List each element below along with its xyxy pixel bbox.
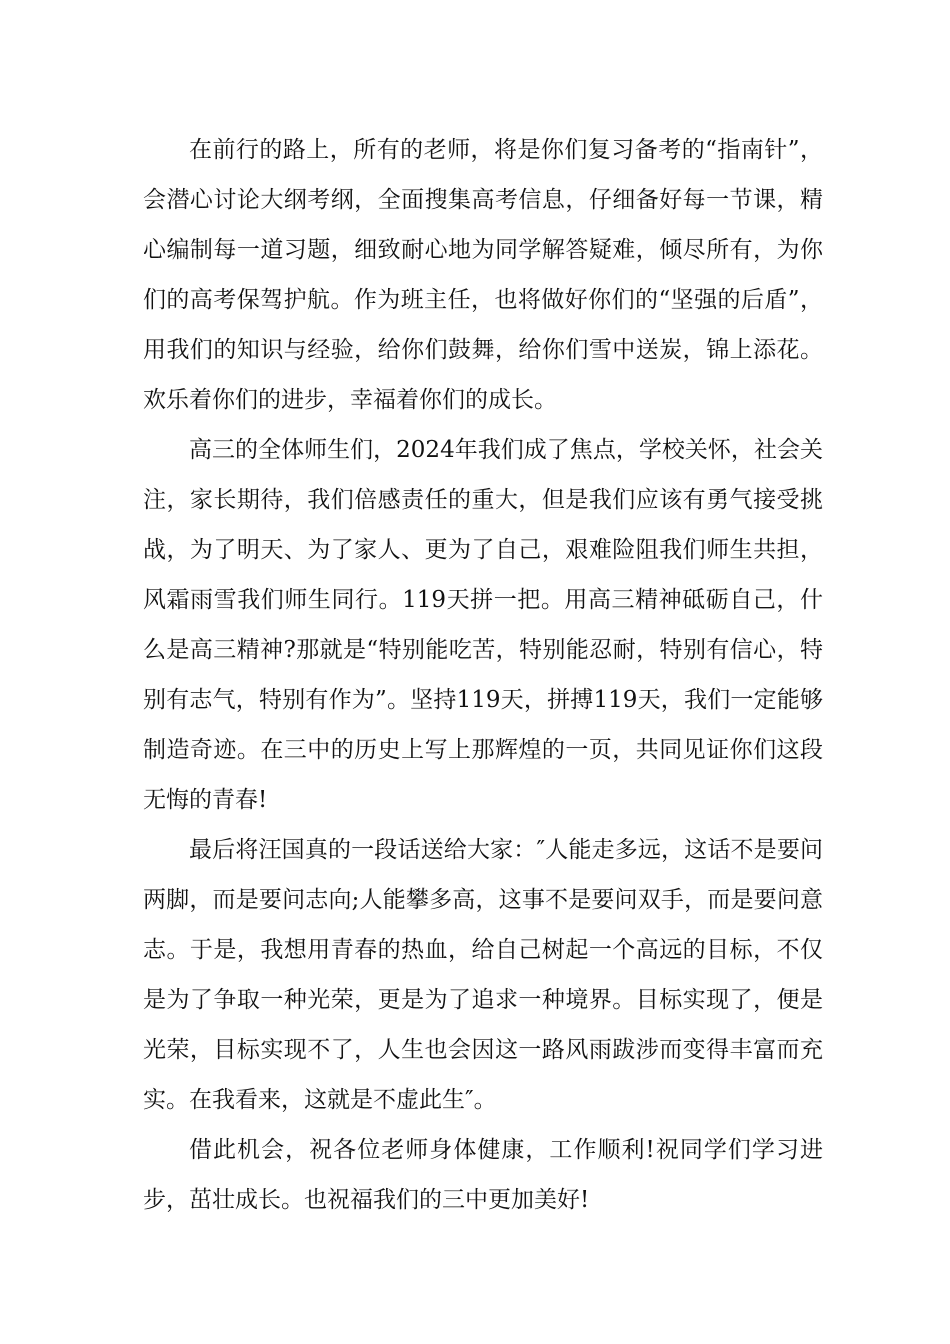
document-body [143,125,823,1225]
paragraph-4: 借此机会，祝各位老师身体健康，工作顺利!祝同学们学习进步，茁壮成长。也祝福我们的三中更加美好! [143,1137,823,1213]
paragraph-3: 最后将汪国真的一段话送给大家：″人能走多远，这话不是要问两脚，而是要问志向;人能攀多高，这事不是要问双手，而是要问意志。于是，我想用青春的热血，给自己树起一个高远的目标，不仅是为了争取一种光荣，更是为了追求一种境界。目标实现了，便是光荣，目标实现不了，人生也会因这一路风雨跋涉而变得丰富而充实。在我看来，这就是不虚此生″。 [143,837,823,1113]
paragraph-1: 在前行的路上，所有的老师，将是你们复习备考的“指南针”，会潜心讨论大纲考纲，全面搜集高考信息，仔细备好每一节课，精心编制每一道习题，细致耐心地为同学解答疑难，倾尽所有，为你们的高考保驾护航。作为班主任，也将做好你们的“坚强的后盾”，用我们的知识与经验，给你们鼓舞，给你们雪中送炭，锦上添花。欢乐着你们的进步，幸福着你们的成长。 [143,137,823,413]
paragraph-2: 高三的全体师生们，2024年我们成了焦点，学校关怀，社会关注，家长期待，我们倍感责任的重大，但是我们应该有勇气接受挑战，为了明天、为了家人、更为了自己，艰难险阻我们师生共担，风霜雨雪我们师生同行。119天拼一把。用高三精神砥砺自己，什么是高三精神?那就是“特别能吃苦，特别能忍耐，特别有信心，特别有志气，特别有作为”。坚持119天，拼搏119天，我们一定能够制造奇迹。在三中的历史上写上那辉煌的一页，共同见证你们这段无悔的青春! [143,437,823,813]
